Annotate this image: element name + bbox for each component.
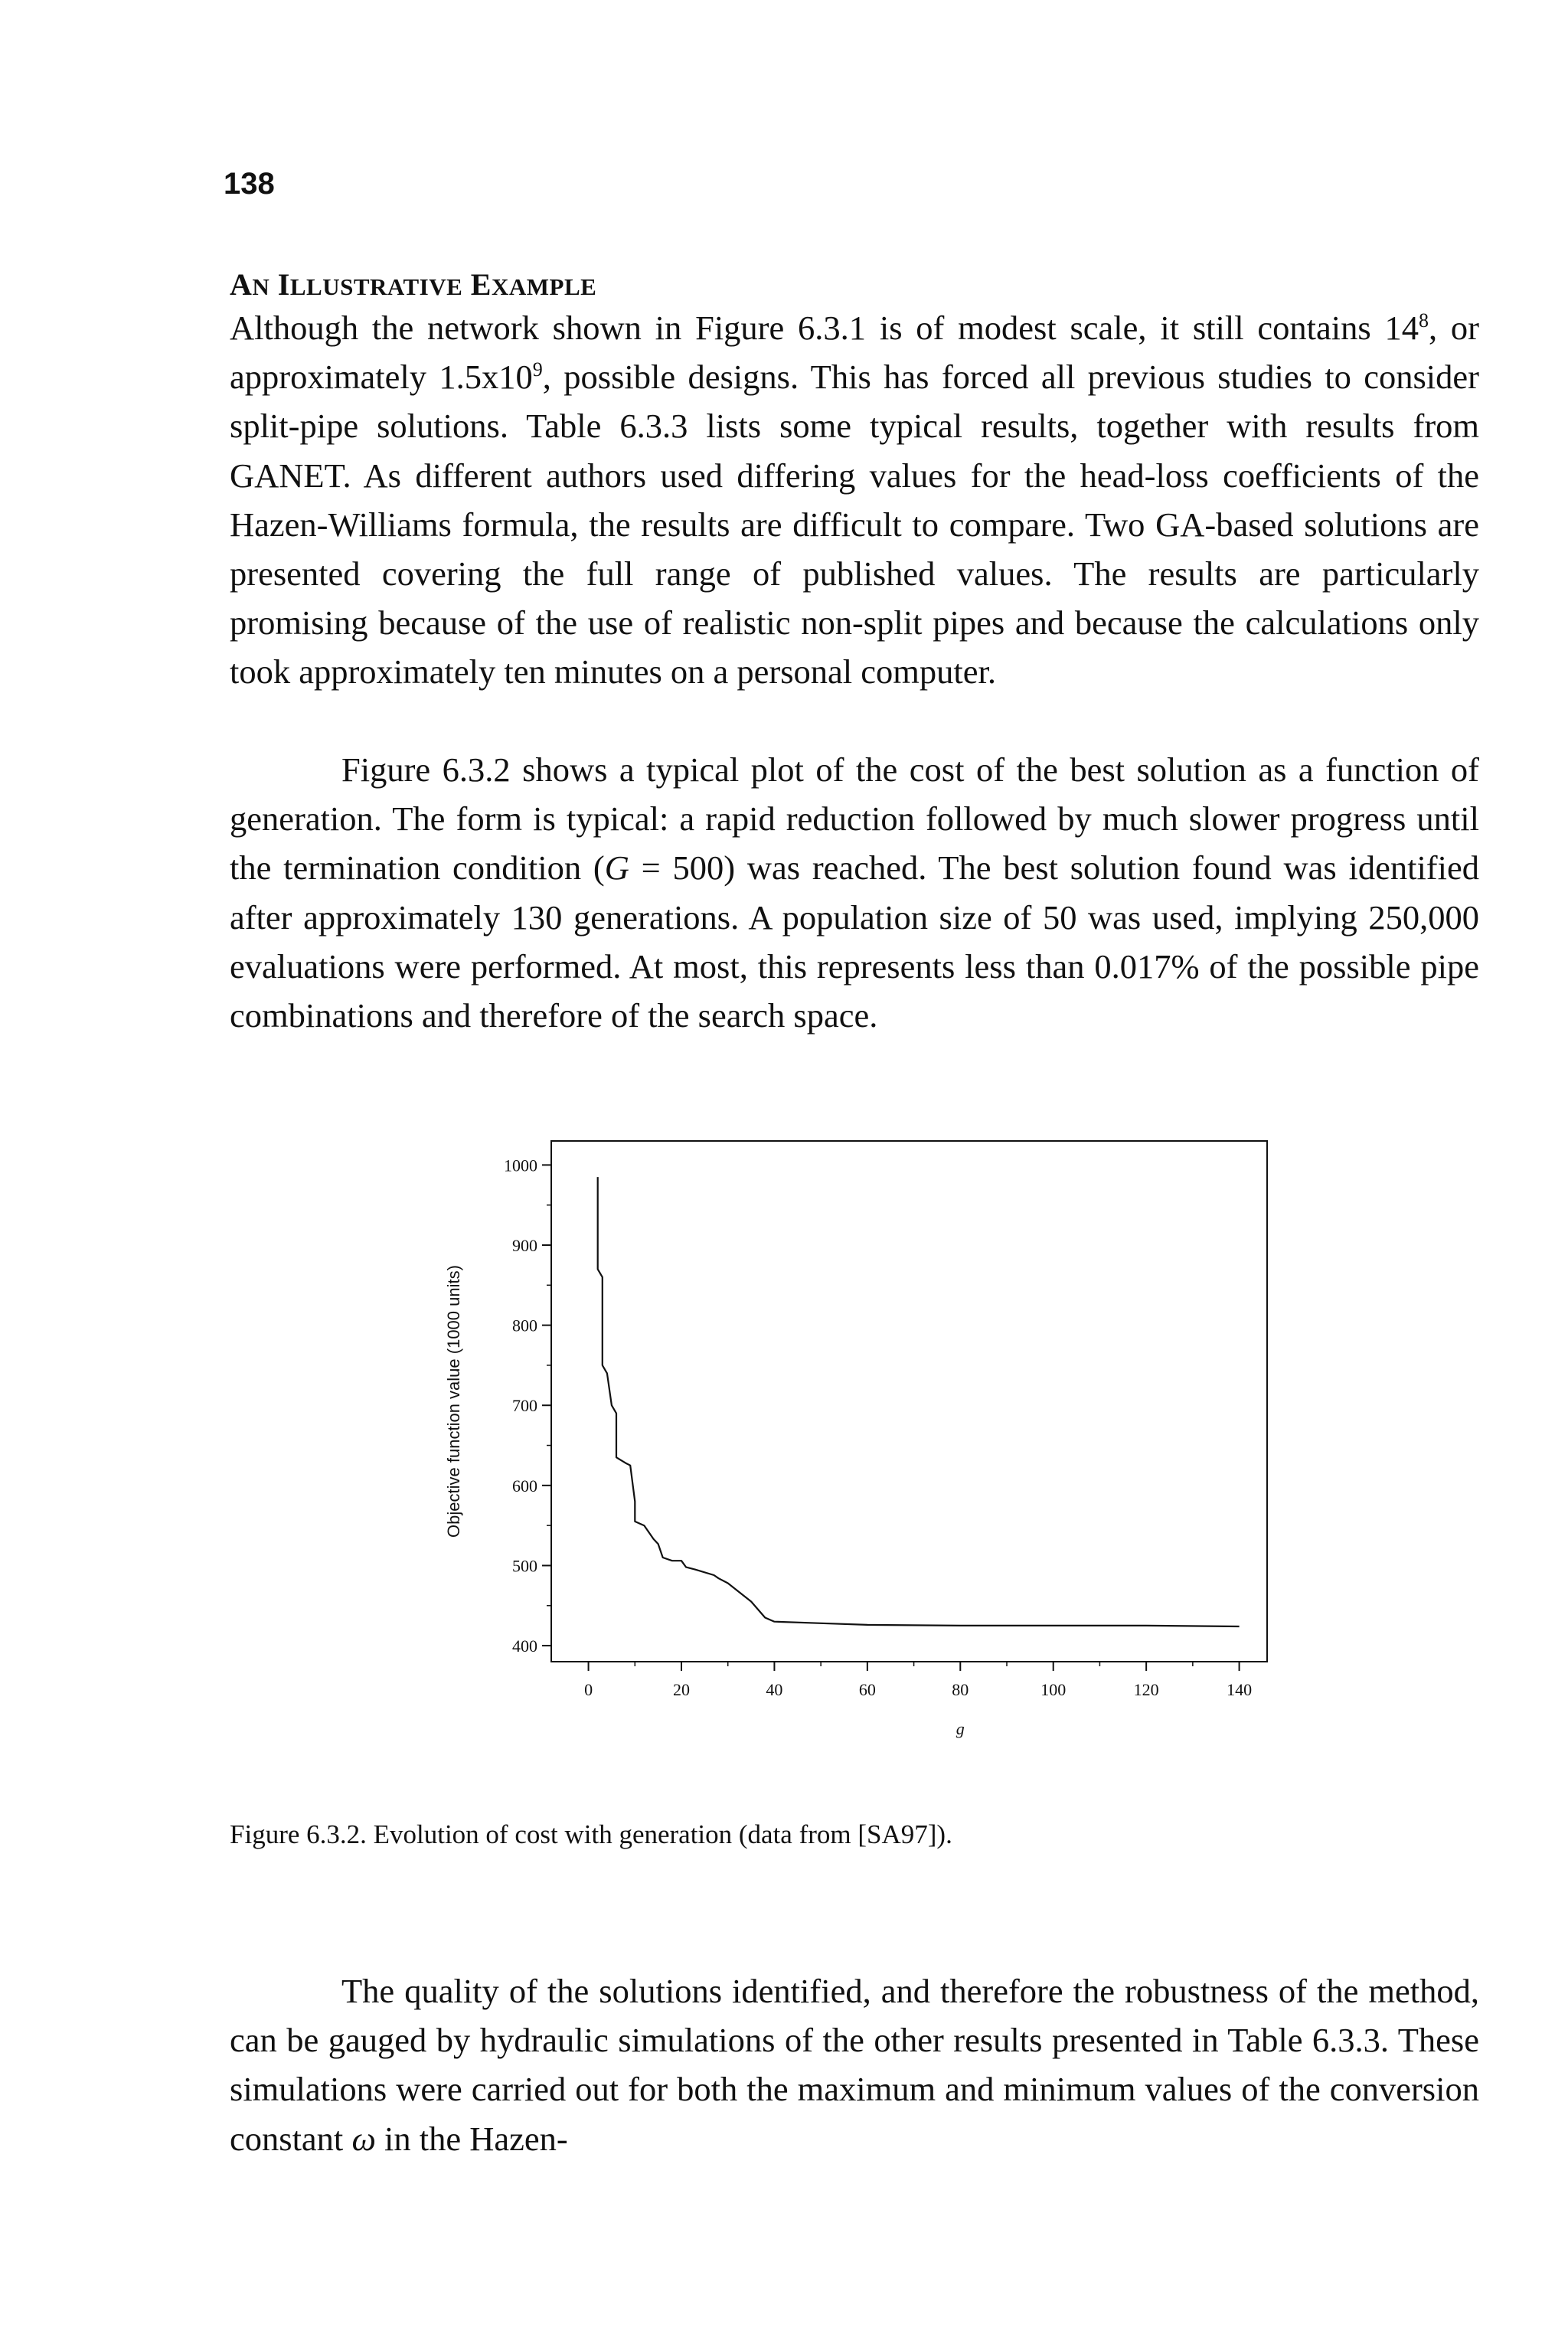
y-tick-label: 900 (512, 1236, 537, 1255)
y-tick-label: 400 (512, 1636, 537, 1656)
series-line (598, 1177, 1240, 1626)
x-tick-label: 80 (952, 1680, 969, 1699)
y-tick-label: 1000 (504, 1156, 537, 1175)
figure-caption: Figure 6.3.2. Evolution of cost with generation (data from [SA97]). (230, 1819, 952, 1849)
x-tick-label: 60 (858, 1680, 876, 1699)
y-tick-label: 800 (512, 1316, 537, 1335)
chart-axes (551, 1141, 1267, 1662)
y-tick-label: 600 (512, 1476, 537, 1496)
x-tick-label: 40 (766, 1680, 783, 1699)
y-tick-label: 500 (512, 1556, 537, 1576)
chart-series (598, 1177, 1240, 1626)
x-tick-label: 0 (584, 1680, 593, 1699)
x-tick-label: 140 (1227, 1680, 1253, 1699)
x-axis-label: g (956, 1719, 965, 1738)
heading-word: EXAMPLE (470, 267, 597, 302)
y-tick-label: 700 (512, 1396, 537, 1416)
x-tick-label: 120 (1133, 1680, 1159, 1699)
section-heading (230, 266, 596, 302)
intro-paragraph: Although the network shown in Figure 6.3.1 is of modest scale, it still contains $14^8$, or approximately $1.5x10^9$, possible designs. This has forced all previous studies to consider split-pipe solutions. Table 6.3.3 lists some typical results, together with results from GANET. As different authors used differing values for the head-loss coefficients of the Hazen-Williams formula, the results are difficult to compare. Two GA-based solutions are presented covering the full range of published values. The results are particularly promising because of the use of realistic non-split pipes and because the calculations only took approximately ten minutes on a personal computer. (230, 309, 1479, 691)
closing-paragraph: The quality of the solutions identified, and therefore the robustness of the method, can be gauged by hydraulic simulations of the other results presented in Table 6.3.3. These simulations were carried out for both the maximum and minimum values of the conversion constant ω in the Hazen- (230, 1972, 1479, 2158)
heading-word: AN (230, 267, 270, 302)
y-axis-label: Objective function value (1000 units) (444, 1265, 463, 1538)
heading-word: ILLUSTRATIVE (277, 267, 463, 302)
page-number: 138 (224, 167, 275, 201)
x-tick-label: 20 (673, 1680, 690, 1699)
plot-frame (551, 1141, 1267, 1662)
cost-evolution-chart (429, 1133, 1286, 1738)
figure-discussion-paragraph: Figure 6.3.2 shows a typical plot of the cost of the best solution as a function of generation. The form is typical: a rapid reduction followed by much slower progress until the termination condition (G = 500) was reached. The best solution found was identified after approximately 130 generations. A population size of 50 was used, implying 250,000 evaluations were performed. At most, this represents less than 0.017% of the possible pipe combinations and therefore of the search space. (230, 750, 1479, 1035)
x-tick-label: 100 (1040, 1680, 1067, 1699)
chart-canvas (429, 1133, 1286, 1738)
